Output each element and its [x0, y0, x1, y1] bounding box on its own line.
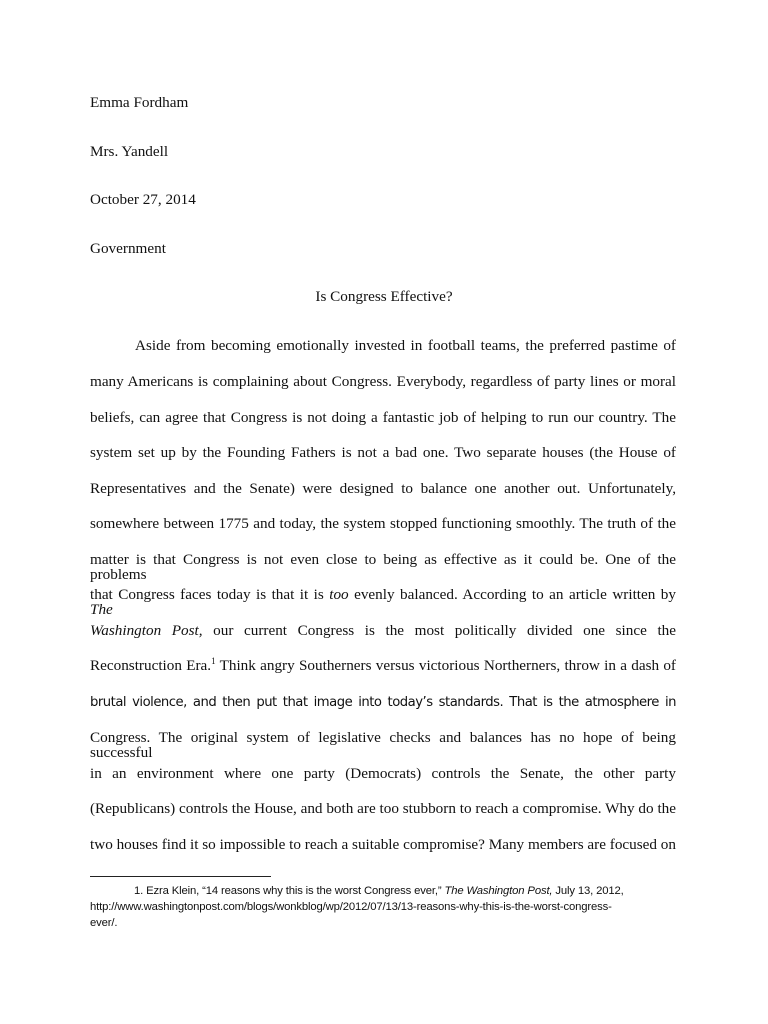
paragraph-line: beliefs, can agree that Congress is not doing a fantastic job of helping to run our country. The [90, 409, 676, 426]
paragraph-line [90, 623, 676, 638]
footnote-number: 1. [134, 885, 144, 897]
text-run: That is the atmosphere in [503, 695, 676, 710]
author-name: Emma Fordham [90, 94, 189, 111]
paragraph-line: Representatives and the Senate) were designed to balance one another out. Unfortunately, [90, 480, 676, 497]
paragraph-line: many Americans is complaining about Congress. Everybody, regardless of party lines or moral [90, 373, 676, 390]
essay-title: Is Congress Effective? [315, 288, 453, 305]
footnote-reference: 1 [211, 656, 216, 666]
paragraph-line: (Republicans) controls the House, and both are too stubborn to reach a compromise. Why do the [90, 800, 676, 817]
essay-date: October 27, 2014 [90, 191, 196, 208]
text-run: Reconstruction Era. [90, 657, 212, 674]
paragraph-line: Congress. The original system of legislative checks and balances has no hope of being successful [90, 729, 676, 762]
paragraph-line: system set up by the Founding Fathers is not a bad one. Two separate houses (the House of [90, 444, 676, 461]
footnote-separator [90, 876, 271, 877]
text-run: evenly balanced. According to an article written by [348, 586, 676, 603]
footnote-line [134, 886, 624, 897]
publication-name: The [90, 601, 113, 619]
footnote-url: http://www.washingtonpost.com/blogs/wonkblog/wp/2012/07/13/13-reasons-why-this-is-the-worst-congress- [90, 901, 612, 913]
text-run: Ezra Klein, “14 reasons why this is the worst Congress ever,” [146, 885, 445, 897]
paragraph-line: matter is that Congress is not even close to being as effective as it could be. One of the problems [90, 551, 676, 584]
paragraph-line [90, 658, 676, 673]
paragraph-line: somewhere between 1775 and today, the system stopped functioning smoothly. The truth of the [90, 515, 676, 532]
footnote-url-end: ever/. [90, 917, 118, 929]
publication-name: Washington Post, [90, 622, 203, 639]
emphasis-text: too [329, 586, 349, 603]
paragraph-line [90, 694, 676, 709]
paragraph-line [90, 587, 676, 617]
teacher-name: Mrs. Yandell [90, 143, 169, 160]
publication-name: The Washington Post, [444, 885, 553, 897]
paragraph-line: in an environment where one party (Democrats) controls the Senate, the other party [90, 765, 676, 782]
text-run: our current Congress is the most politically divided one since the [202, 622, 677, 639]
text-run: July 13, 2012, [552, 885, 624, 897]
class-subject: Government [90, 240, 166, 257]
text-run: brutal violence, and then put that image into today’s standards. [90, 695, 504, 710]
text-run: that Congress faces today is that it is [90, 586, 330, 603]
text-run: Think angry Southerners versus victorious Northerners, throw in a dash of [215, 657, 676, 674]
paragraph-line: Aside from becoming emotionally invested in football teams, the preferred pastime of [135, 337, 676, 354]
paragraph-line: two houses find it so impossible to reach a suitable compromise? Many members are focused on [90, 836, 676, 853]
